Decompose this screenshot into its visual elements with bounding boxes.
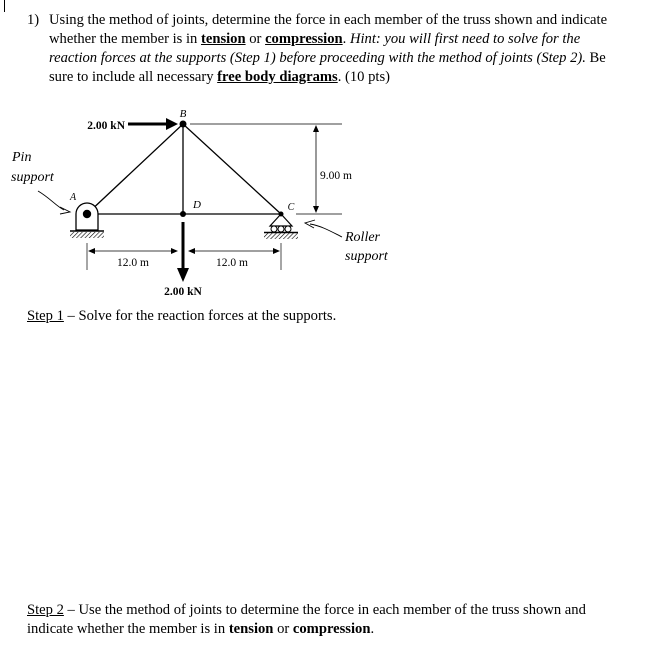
pin-leader-arrow [60,207,70,214]
tension-term: tension [200,31,246,47]
step-1-text: – Solve for the reaction forces at the supports. [63,308,337,324]
left-span-label: 12.0 m [117,257,149,269]
joint-d-label: D [193,199,201,211]
right-span-label: 12.0 m [216,257,248,269]
period-text: . [342,31,350,47]
step-2-compression: compression [292,621,371,637]
roller-support-label-2: support [345,249,388,264]
vertical-load-label: 2.00 kN [164,286,202,298]
member-ab [87,124,183,214]
step-1-label: Step 1 [27,308,64,324]
or-text: or [245,31,266,47]
text-cursor-mark [4,0,5,12]
problem-number: 1) [27,12,40,28]
joint-c-label: C [287,202,295,213]
vertical-load-arrow [177,222,189,282]
truss-figure [0,100,420,300]
points-text: . (10 pts) [337,69,390,85]
step-2-text: – Use the method of joints to determine the force in each member of the truss shown and indicate whether the member is in [27,602,586,637]
height-dim-label: 9.00 m [320,170,352,182]
horizontal-load-arrow [128,118,178,130]
step-2 [27,601,627,639]
roller-support-label-1: Roller [345,230,380,245]
compression-term: compression [265,31,343,47]
joint-d-dot [180,211,186,217]
pin-support [70,203,104,238]
problem-statement [27,11,627,87]
step-2-end: . [370,621,375,637]
joint-a-label: A [69,192,77,203]
roller-support [264,212,298,240]
joint-b-label: B [179,108,187,120]
roller-leader [310,224,342,237]
include-text: Be sure to include all necessary [49,50,606,85]
step-2-label: Step 2 [27,602,64,618]
step-2-tension: tension [228,621,274,637]
step-2-or: or [273,621,293,637]
pin-support-label-1: Pin [12,150,32,165]
hint-text: Hint: you will first need to solve for the reaction forces at the supports (Step 1) before proceeding with the method of joints (Step 2). [49,31,586,66]
pin-support-label-2: support [11,170,54,185]
joint-b-dot [180,121,187,128]
problem-body [49,11,627,87]
horizontal-load-label: 2.00 kN [87,120,125,132]
step-1 [27,307,627,326]
fbd-term: free body diagrams [217,69,338,85]
problem-intro: Using the method of joints, determine the force in each member of the truss shown and indicate whether the member is in [49,12,608,47]
